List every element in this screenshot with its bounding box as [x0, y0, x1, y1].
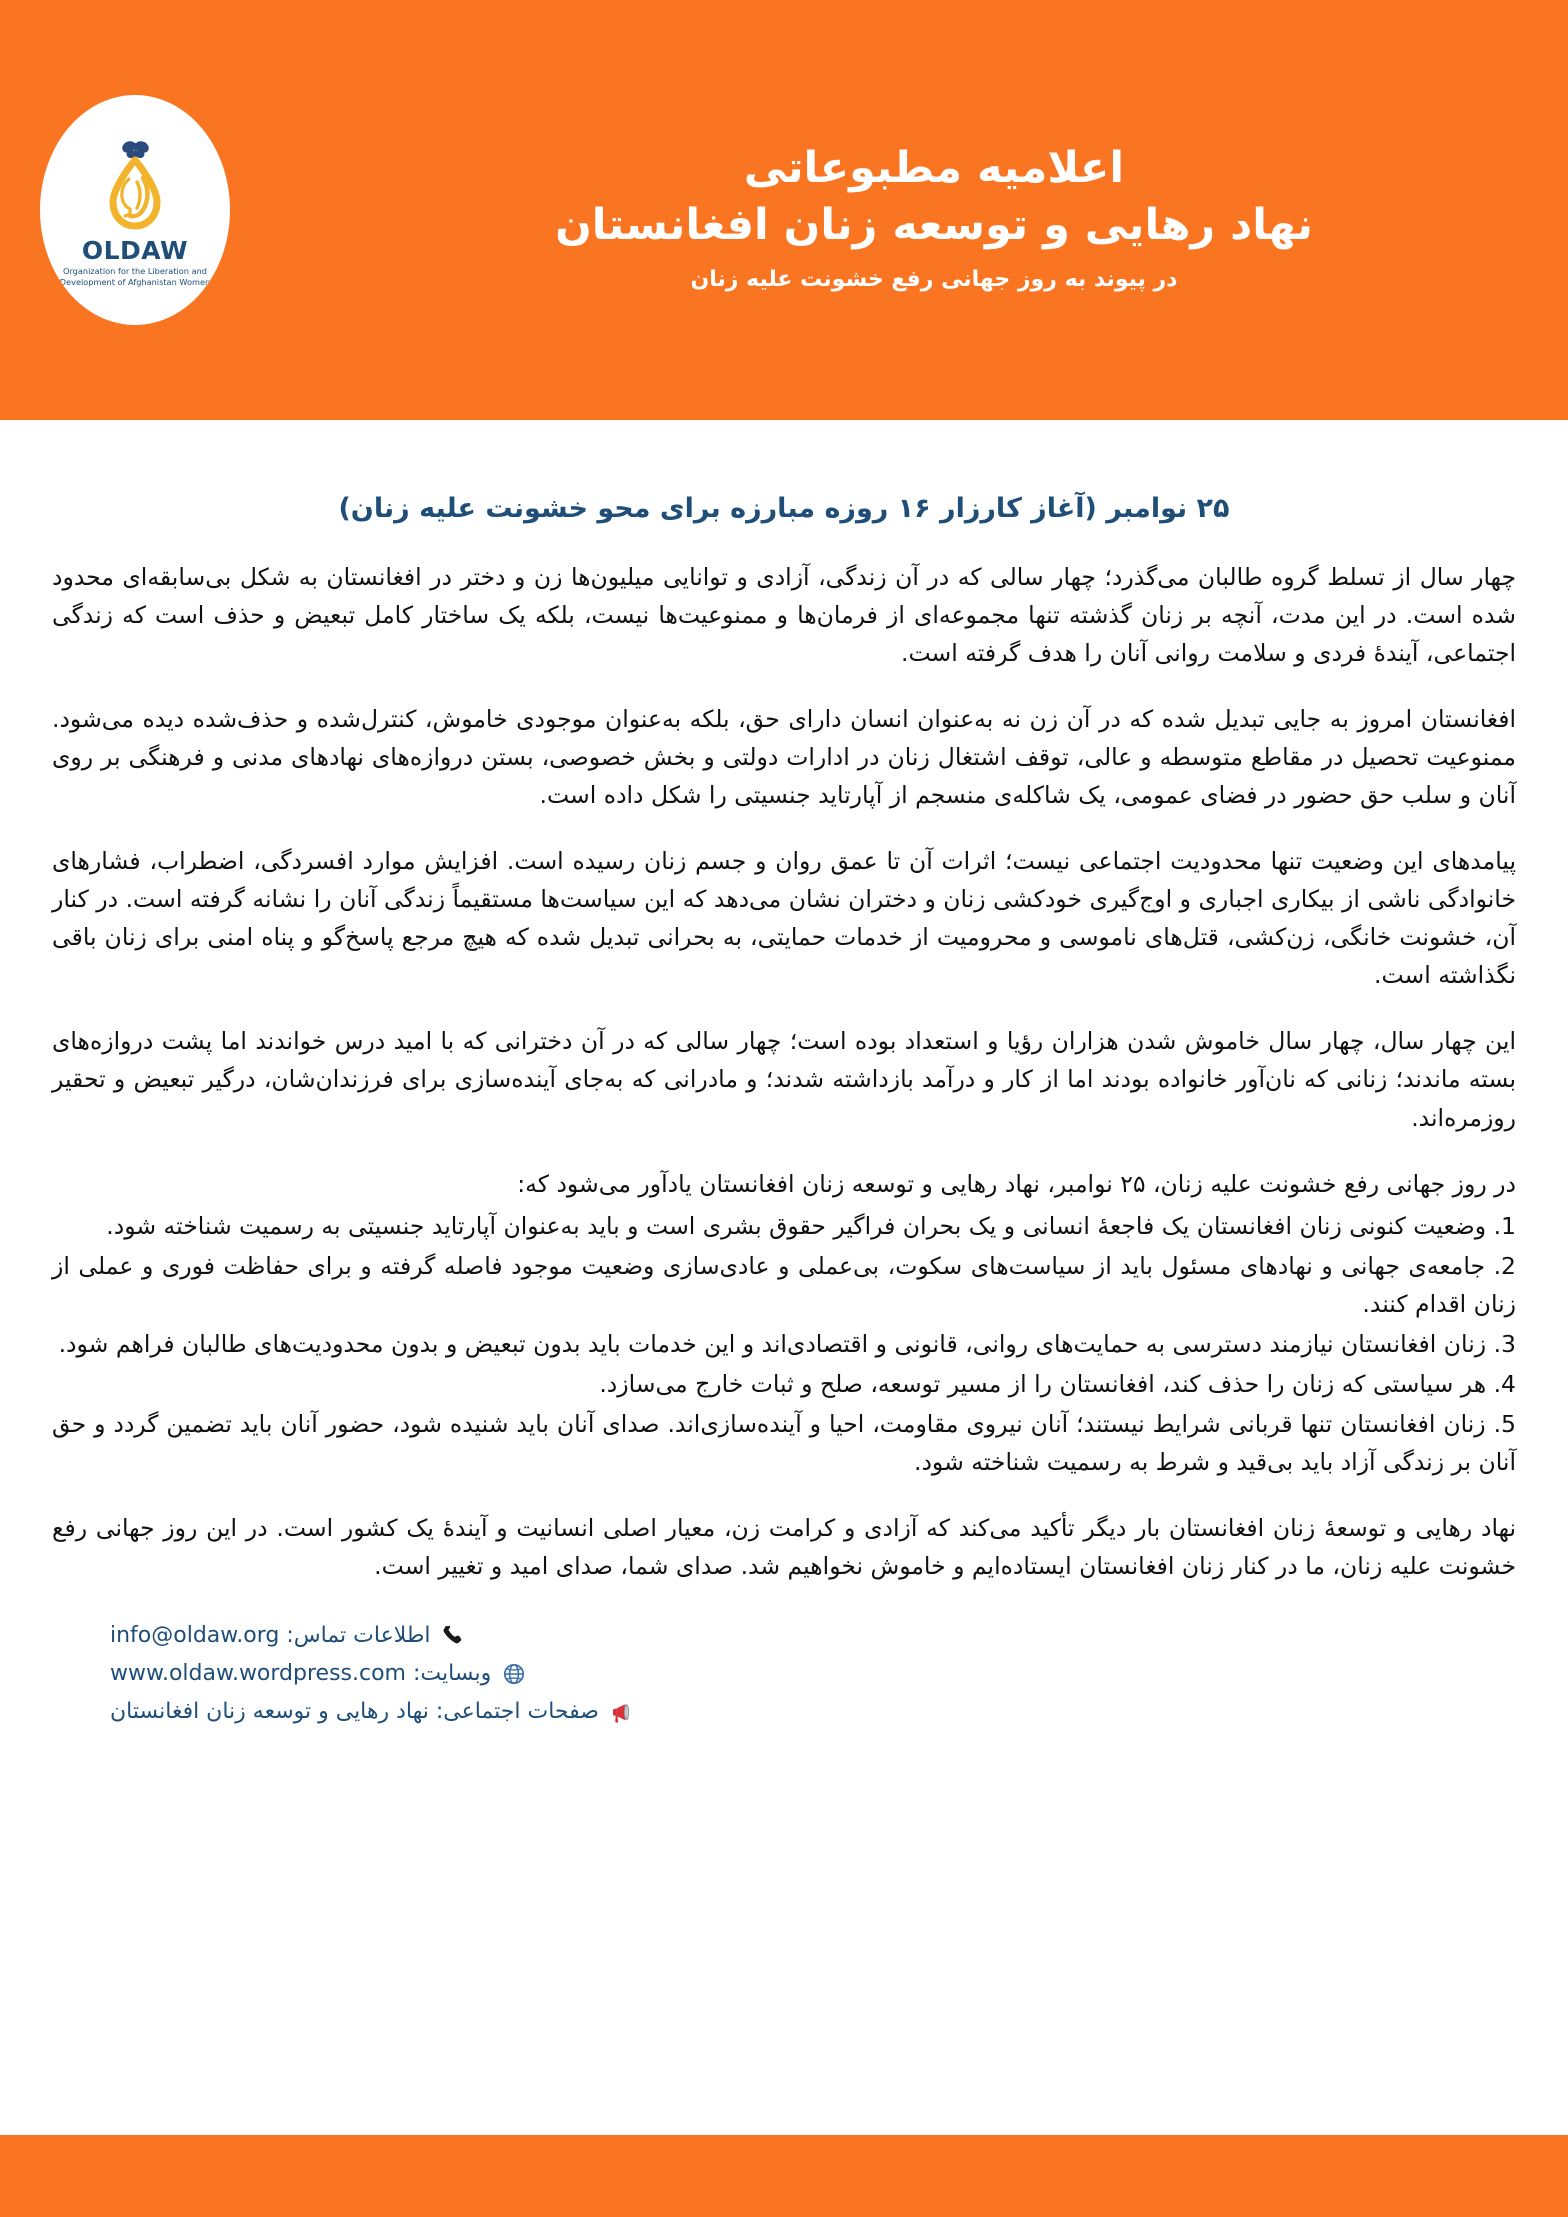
- contact-phone-value[interactable]: info@oldaw.org: [110, 1623, 280, 1649]
- contact-social-text: [110, 1695, 599, 1728]
- banner-title-line1: اعلامیه مطبوعاتی: [743, 142, 1125, 193]
- logo-droplet-butterfly-icon: [99, 138, 171, 234]
- contact-row-phone: [110, 1619, 466, 1652]
- banner-title-block: [260, 142, 1488, 296]
- paragraph: پیامدهای این وضعیت تنها محدودیت اجتماعی نیست؛ اثرات آن تا عمق روان و جسم زنان رسیده است. افزایش موارد افسردگی، اضطراب، فشارهای خانوادگی ناشی از بیکاری اجباری و اوج‌گیری خودکشی زنان و دختران نشان می‌دهد که این سیاست‌ها مستقیماً زندگی آنان را نشانه گرفته است. در کنار آن، خشونت خانگی، زن‌کشی، قتل‌های ناموسی و محرومیت از خدمات حمایتی، به بحرانی تبدیل شده که هیچ مرجع پاسخ‌گو و پناه امنی برای زنان باقی نگذاشته است.: [52, 847, 1516, 990]
- contact-website-text: [110, 1657, 491, 1690]
- globe-icon: [501, 1661, 527, 1687]
- contact-row-social: [110, 1695, 635, 1728]
- contact-block: [52, 1619, 1516, 1733]
- footer-bar: [0, 2135, 1568, 2217]
- header-banner: [0, 0, 1568, 420]
- list-item: 3. زنان افغانستان نیازمند دسترسی به حمایت‌های روانی، قانونی و اقتصادی‌اند و این خدمات باید بدون تبعیض و بدون محدودیت‌های طالبان فراهم شود.: [58, 1329, 1516, 1358]
- list-item: 4. هر سیاستی که زنان را حذف کند، افغانستان را از مسیر توسعه، صلح و ثبات خارج می‌سازد.: [599, 1369, 1516, 1398]
- logo-tagline-line2: Development of Afghanistan Women: [59, 277, 211, 287]
- page-title: ۲۵ نوامبر (آغاز کارزار ۱۶ روزه مبارزه برای محو خشونت علیه زنان): [338, 493, 1230, 524]
- phone-icon: [440, 1623, 466, 1649]
- list-item: 1. وضعیت کنونی زنان افغانستان یک فاجعهٔ انسانی و یک بحران فراگیر حقوق بشری است و باید به‌عنوان آپارتاید جنسیتی به رسمیت شناخته شود.: [106, 1211, 1516, 1240]
- paragraph: افغانستان امروز به جایی تبدیل شده که در آن زن نه به‌عنوان انسان دارای حق، بلکه به‌عنوان موجودی خاموش، کنترل‌شده و حذف‌شده دیده می‌شود. ممنوعیت تحصیل در مقاطع متوسطه و عالی، توقف اشتغال زنان در ادارات دولتی و بخش خصوصی، بستن دروازه‌های نهادهای مدنی و فرهنگی بر روی آنان و سلب حق حضور در فضای عمومی، یک شاکله‌ی منسجم از آپارتاید جنسیتی را شکل داده است.: [52, 704, 1516, 810]
- list-item: 2. جامعه‌ی جهانی و نهادهای مسئول باید از سیاست‌های سکوت، بی‌عملی و عادی‌سازی وضعیت موجود فاصله گرفته و برای حفاظت فوری و عملی از زنان اقدام کنند.: [52, 1251, 1516, 1318]
- contact-row-website: [110, 1657, 527, 1690]
- megaphone-icon: [609, 1699, 635, 1725]
- demands-intro: در روز جهانی رفع خشونت علیه زنان، ۲۵ نوامبر، نهاد رهایی و توسعه زنان افغانستان یادآور می‌شود که:: [517, 1169, 1516, 1198]
- list-item: 5. زنان افغانستان تنها قربانی شرایط نیستند؛ آنان نیروی مقاومت، احیا و آینده‌سازی‌اند. صدای آنان باید شنیده شود، حضور آنان باید تضمین گردد و حق آنان بر زندگی آزاد باید بی‌قید و شرط به رسمیت شناخته شود.: [52, 1409, 1516, 1477]
- banner-title-line2: نهاد رهایی و توسعه زنان افغانستان: [555, 199, 1313, 250]
- oldaw-logo: [40, 95, 230, 325]
- contact-phone-text: [110, 1619, 430, 1652]
- closing-paragraph: نهاد رهایی و توسعهٔ زنان افغانستان بار دیگر تأکید می‌کند که آزادی و کرامت زن، معیار اصلی انسانیت و آیندهٔ یک کشور است. در این روز جهانی رفع خشونت علیه زنان، ما در کنار زنان افغانستان ایستاده‌ایم و خاموش نخواهیم شد. صدای شما، صدای امید و تغییر است.: [52, 1514, 1516, 1581]
- logo-wordmark: OLDAW: [81, 235, 189, 265]
- demands-list: [52, 1207, 1516, 1481]
- banner-subtitle: در پیوند به روز جهانی رفع خشونت علیه زنان: [690, 267, 1178, 293]
- contact-website-value[interactable]: www.oldaw.wordpress.com: [110, 1661, 406, 1687]
- document-body: [0, 420, 1568, 1733]
- contact-phone-label: اطلاعات تماس:: [286, 1623, 431, 1649]
- contact-social-label: صفحات اجتماعی:: [435, 1699, 599, 1725]
- contact-social-value: نهاد رهایی و توسعه زنان افغانستان: [110, 1699, 429, 1725]
- contact-website-label: وبسایت:: [412, 1661, 492, 1687]
- logo-tagline-line1: Organization for the Liberation and: [63, 265, 207, 276]
- paragraph: چهار سال از تسلط گروه طالبان می‌گذرد؛ چهار سالی که در آن زندگی، آزادی و توانایی میلیون‌ها زن و دختر در افغانستان به شکل بی‌سابقه‌ای محدود شده است. در این مدت، آنچه بر زنان گذشته تنها مجموعه‌ای از فرمان‌ها و ممنوعیت‌ها نیست، بلکه یک ساختار کامل تبعیض و حذف است که زندگی اجتماعی، آیندهٔ فردی و سلامت روانی آنان را هدف گرفته است.: [52, 562, 1516, 667]
- paragraph: این چهار سال، چهار سال خاموش شدن هزاران رؤیا و استعداد بوده است؛ چهار سالی که در آن دخترانی که با امید درس خواندند اما پشت دروازه‌های بسته ماندند؛ زنانی که نان‌آور خانواده بودند اما از کار و درآمد بازداشته شدند؛ و مادرانی که به‌جای آینده‌سازی برای فرزندان‌شان، درگیر تبعیض و تحقیر روزمره‌اند.: [52, 1027, 1516, 1132]
